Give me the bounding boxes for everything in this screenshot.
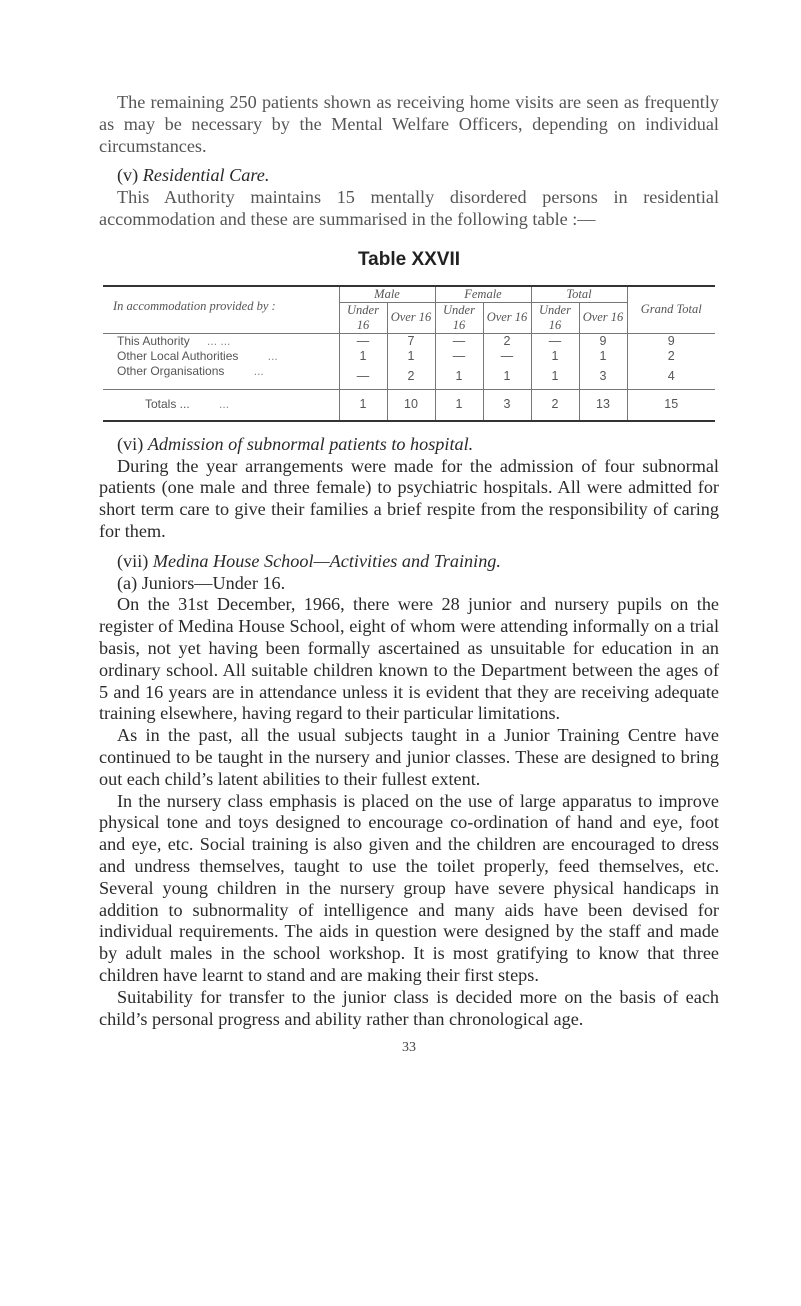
group-header-total: Total	[531, 286, 627, 303]
table-cell: 1	[339, 389, 387, 421]
subheading-juniors: (a) Juniors—Under 16.	[117, 572, 286, 593]
sub-header: Over 16	[579, 302, 627, 333]
paragraph-subjects: As in the past, all the usual subjects taught in a Junior Training Centre have continued to be taught in the nursery and junior classes. These are designed to bring out each child’s latent abilities to their fullest extent.	[99, 725, 719, 789]
sub-header: Under 16	[435, 302, 483, 333]
row-label: Other Organisations	[117, 363, 225, 378]
row-leader-dots: ... ...	[207, 333, 231, 348]
table-cell: 1	[531, 364, 579, 390]
table-cell: —	[339, 333, 387, 349]
row-label: Other Local Authorities	[117, 348, 239, 363]
heading-medina-house	[99, 551, 719, 573]
paragraph-nursery-class: In the nursery class emphasis is placed on the use of large apparatus to improve physical tone and toys designed to encourage co-ordination of hand and eye, foot and eye, etc. Social training is also given and the children are encouraged to dress and undress themselves, taught to use the toilet properly, feed themselves, etc. Several young children in the nursery group have severe physical handicaps in addition to subnormality of intelligence and many aids have been devised for individual requirements. The aids in question were designed by the staff and made by adult males in the school workshop. It is most gratifying to know that three children have learnt to stand and are making their first steps.	[99, 790, 719, 985]
row-leader-dots: ...	[219, 397, 230, 412]
row-leader-dots: ...	[267, 348, 278, 363]
table-cell: 9	[579, 333, 627, 349]
table-cell: 2	[483, 333, 531, 349]
table-cell: 3	[579, 364, 627, 390]
table-cell: 1	[531, 349, 579, 364]
sub-header: Under 16	[339, 302, 387, 333]
table-cell: 10	[387, 389, 435, 421]
sub-header: Under 16	[531, 302, 579, 333]
heading-title: Medina House School—Activities and Training.	[152, 550, 501, 571]
table-cell: 2	[627, 349, 715, 364]
document-page	[99, 92, 719, 1056]
grand-total-header: Grand Total	[627, 286, 715, 334]
heading-number: (vii)	[117, 550, 149, 571]
table-cell: 13	[579, 389, 627, 421]
paragraph-admission: During the year arrangements were made for the admission of four subnormal patients (one male and three female) to psychiatric hospitals. All were admitted for short term care to give their families a brief respite from the responsibility of caring for them.	[99, 455, 719, 541]
paragraph-home-visits: The remaining 250 patients shown as receiving home visits are seen as frequently as may be necessary by the Mental Welfare Officers, depending on individual circumstances.	[99, 92, 719, 156]
heading-number: (vi)	[117, 433, 144, 454]
table-cell: 1	[339, 349, 387, 364]
table-cell: 15	[627, 389, 715, 421]
table-row	[103, 349, 715, 364]
table-cell: 1	[435, 364, 483, 390]
paragraph-suitability: Suitability for transfer to the junior class is decided more on the basis of each child’s personal progress and ability rather than chronological age.	[99, 986, 719, 1029]
table-cell: 2	[387, 364, 435, 390]
page-number: 33	[402, 1040, 416, 1056]
table-cell: 4	[627, 364, 715, 390]
heading-residential-care	[99, 165, 719, 187]
table-cell: —	[435, 349, 483, 364]
table-totals-row	[103, 389, 715, 421]
table-cell: 1	[435, 389, 483, 421]
heading-title: Residential Care.	[142, 165, 270, 186]
table-cell: 3	[483, 389, 531, 421]
row-label: This Authority	[117, 333, 190, 348]
group-header-female: Female	[435, 286, 531, 303]
heading-title: Admission of subnormal patients to hospital.	[147, 433, 474, 454]
table-cell: 2	[531, 389, 579, 421]
table-cell: 1	[387, 349, 435, 364]
heading-number: (v)	[117, 165, 139, 186]
paragraph-register: On the 31st December, 1966, there were 28 junior and nursery pupils on the register of Medina House School, eight of whom were attending informally on a trial basis, not yet having been formally ascertained as unsuitable for education in an ordinary school. All suitable children known to the Department between the ages of 5 and 16 years are in attendance unless it is evident that they are receiving adequate training elsewhere, having regard to their particular limitations.	[99, 594, 719, 724]
table-cell: —	[483, 349, 531, 364]
paragraph-residential-care: This Authority maintains 15 mentally disordered persons in residential accommodation and these are summarised in the following table :—	[99, 187, 719, 229]
sub-header: Over 16	[387, 302, 435, 333]
table-row	[103, 364, 715, 390]
heading-admission	[99, 434, 719, 456]
table-cell: 1	[579, 349, 627, 364]
table-cell: 1	[483, 364, 531, 390]
table-cell: 7	[387, 333, 435, 349]
table-cell: —	[531, 333, 579, 349]
table-xxvii	[103, 285, 715, 422]
sub-header: Over 16	[483, 302, 531, 333]
table-cell: —	[339, 364, 387, 390]
table-title: Table XXVII	[357, 248, 461, 270]
totals-label: Totals ...	[145, 397, 190, 412]
table-row	[103, 333, 715, 349]
corner-header: In accommodation provided by :	[113, 298, 276, 313]
group-header-male: Male	[339, 286, 435, 303]
row-leader-dots: ...	[253, 363, 264, 378]
table-cell: —	[435, 333, 483, 349]
table-cell: 9	[627, 333, 715, 349]
